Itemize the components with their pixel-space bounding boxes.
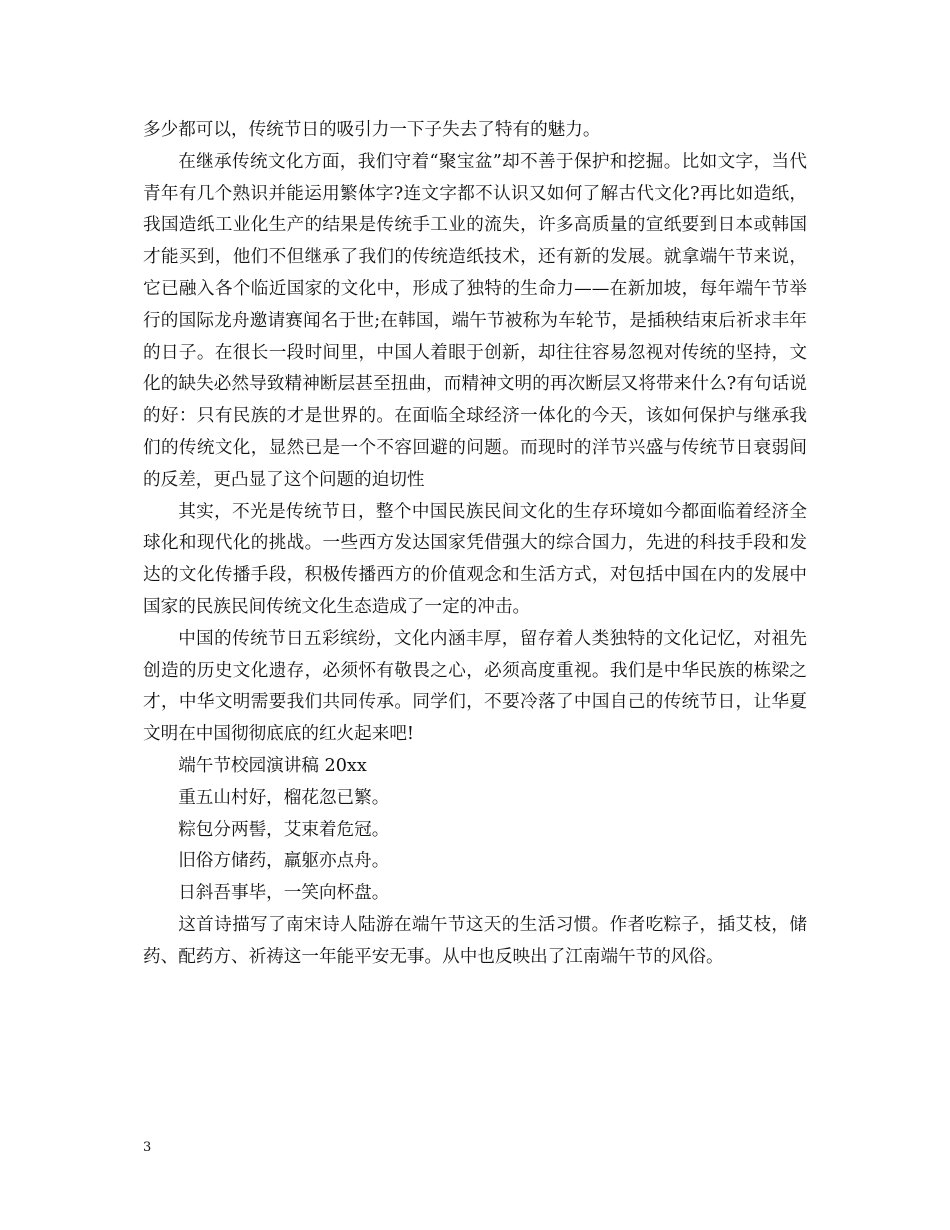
- document-body: [143, 115, 807, 974]
- poem-line: 重五山村好，榴花忽已繁。: [178, 787, 390, 808]
- page-number: 3: [143, 1140, 152, 1155]
- paragraph-heritage: 在继承传统文化方面，我们守着“聚宝盆”却不善于保护和挖掘。比如文字，当代青年有几个熟识并能运用繁体字?连文字都不认识又如何了解古代文化?再比如造纸，我国造纸工业化生产的结果是传统手工业的流失，许多高质量的宣纸要到日本或韩国才能买到，他们不但继承了我们的传统造纸技术，还有新的发展。就拿端午节来说，它已融入各个临近国家的文化中，形成了独特的生命力——在新加坡，每年端午节举行的国际龙舟邀请赛闻名于世;在韩国，端午节被称为车轮节，是插秧结束后祈求丰年的日子。在很长一段时间里，中国人着眼于创新，却往往容易忽视对传统的坚持，文化的缺失必然导致精神断层甚至扭曲，而精神文明的再次断层又将带来什么?有句话说的好：只有民族的才是世界的。在面临全球经济一体化的今天，该如何保护与继承我们的传统文化，显然已是一个不容回避的问题。而现时的洋节兴盛与传统节日衰弱间的反差，更凸显了这个问题的迫切性: [143, 151, 807, 490]
- paragraph-continuation: 多少都可以，传统节日的吸引力一下子失去了特有的魅力。: [143, 120, 601, 140]
- paragraph-poem-explanation: 这首诗描写了南宋诗人陆游在端午节这天的生活习惯。作者吃粽子，插艾枝，储药、配药方、祈祷这一年能平安无事。从中也反映出了江南端午节的风俗。: [143, 914, 807, 967]
- paragraph-call-to-action: 中国的传统节日五彩缤纷，文化内涵丰厚，留存着人类独特的文化记忆，对祖先创造的历史文化遗存，必须怀有敬畏之心，必须高度重视。我们是中华民族的栋梁之才，中华文明需要我们共同传承。同学们，不要冷落了中国自己的传统节日，让华夏文明在中国彻彻底底的红火起来吧!: [143, 628, 807, 745]
- paragraph-globalization: 其实，不光是传统节日，整个中国民族民间文化的生存环境如今都面临着经济全球化和现代化的挑战。一些西方发达国家凭借强大的综合国力，先进的科技手段和发达的文化传播手段，积极传播西方的价值观念和生活方式，对包括中国在内的发展中国家的民族民间传统文化生态造成了一定的冲击。: [143, 501, 807, 617]
- poem-line: 旧俗方储药，羸躯亦点舟。: [178, 851, 390, 872]
- poem-line: 日斜吾事毕，一笑向杯盘。: [178, 883, 390, 904]
- poem-line: 粽包分两髻，艾束着危冠。: [178, 819, 390, 840]
- speech-title: 端午节校园演讲稿 20xx: [178, 755, 367, 776]
